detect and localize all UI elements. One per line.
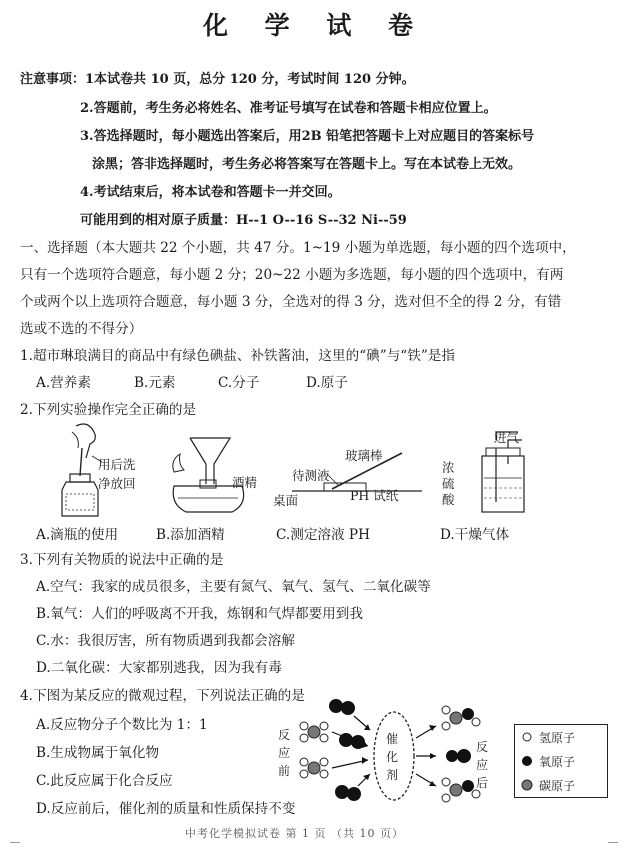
fig-c-liquid-label: 待测液 [292, 468, 330, 483]
legend-icons [521, 731, 533, 795]
q1-option-a: A.营养素 [36, 375, 91, 391]
section-intro-4: 选或不选的不得分） [20, 321, 143, 337]
q4-option-a: A.反应物分子个数比为 1：1 [36, 717, 208, 733]
corner-mark-right [608, 842, 618, 843]
fig-d-gas-label: 进气 [494, 430, 520, 445]
legend-carbon: 碳原子 [539, 779, 576, 793]
after-label-3: 后 [476, 776, 489, 790]
fig-b-label: 酒精 [232, 475, 258, 490]
note-line-4: 4.考试结束后，将本试卷和答题卡一并交回。 [80, 185, 341, 200]
fig-a-label-1: 用后洗 [98, 457, 136, 472]
q2-option-c: C.测定溶液 PH [276, 527, 370, 543]
fig-c-rod-label: 玻璃棒 [345, 448, 383, 463]
page-footer: 中考化学模拟试卷 第 1 页 （共 10 页） [185, 827, 404, 840]
q2-option-d: D.干燥气体 [440, 527, 510, 543]
before-label-1: 反 [278, 728, 291, 742]
q4-option-d: D.反应前后，催化剂的质量和性质保持不变 [36, 801, 296, 817]
corner-mark-left [10, 842, 20, 843]
q4-option-c: C.此反应属于化合反应 [36, 773, 173, 789]
q1-option-b: B.元素 [134, 375, 176, 391]
catalyst-label-3: 剂 [386, 768, 399, 782]
fig-d-acid-3: 酸 [442, 492, 455, 507]
after-label-2: 应 [476, 758, 489, 772]
catalyst-label-2: 化 [386, 750, 399, 764]
catalyst-label-1: 催 [386, 732, 399, 746]
note-line-2: 2.答题前，考生务必将姓名、准考证号填写在试卷和答题卡相应位置上。 [80, 101, 497, 116]
section-intro-2: 只有一个选项符合题意，每小题 2 分；20~22 小题为多选题，每小题的四个选项中，有两 [20, 267, 564, 283]
note-line-3b: 涂黑；答非选择题时，考生务必将答案写在答题卡上。写在本试卷上无效。 [92, 157, 522, 172]
legend-oxygen: 氧原子 [539, 755, 576, 769]
q1-option-c: C.分子 [218, 375, 260, 391]
fig-d-acid-2: 硫 [442, 476, 455, 491]
note-line-5: 可能用到的相对原子质量：H--1 O--16 S--32 Ni--59 [80, 213, 407, 228]
atom-legend [514, 724, 608, 798]
fig-c-table-label: 桌面 [273, 493, 299, 508]
q3-stem: 3.下列有关物质的说法中正确的是 [20, 552, 224, 568]
q3-option-d: D.二氧化碳：大家都别逃我，因为我有毒 [36, 660, 282, 676]
q2-option-b: B.添加酒精 [156, 527, 225, 543]
q2-stem: 2.下列实验操作完全正确的是 [20, 402, 197, 418]
note-line-3: 3.答选择题时，每小题选出答案后，用2B 铅笔把答题卡上对应题目的答案标号 [80, 129, 535, 144]
q3-option-b: B.氧气：人们的呼吸离不开我，炼钢和气焊都要用到我 [36, 606, 363, 622]
reaction-diagram [296, 696, 506, 808]
after-label-1: 反 [476, 740, 489, 754]
page-title: 化 学 试 卷 [202, 11, 428, 40]
note-line-1: 注意事项：1本试卷共 10 页，总分 120 分，考试时间 120 分钟。 [20, 72, 415, 87]
q3-option-a: A.空气：我家的成员很多，主要有氮气、氧气、氢气、二氧化碳等 [36, 579, 431, 595]
q1-option-d: D.原子 [306, 375, 348, 391]
reactant-molecules [300, 699, 365, 801]
q4-option-b: B.生成物属于氧化物 [36, 745, 160, 761]
q3-option-c: C.水：我很厉害，所有物质遇到我都会溶解 [36, 633, 295, 649]
before-label-3: 前 [278, 764, 291, 778]
product-molecules [442, 706, 480, 802]
q4-stem: 4.下图为某反应的微观过程，下列说法正确的是 [20, 688, 305, 704]
before-label-2: 应 [278, 746, 291, 760]
fig-d-acid-1: 浓 [442, 460, 455, 475]
fig-a-label-2: 净放回 [98, 476, 136, 491]
section-intro-3: 个或两个以上选项符合题意，每小题 3 分，全选对的得 3 分，选对但不全的得 2 分，有错 [20, 294, 562, 310]
q1-stem: 1.超市琳琅满目的商品中有绿色碘盐、补铁酱油，这里的“碘”与“铁”是指 [20, 348, 455, 364]
section-intro-1: 一、选择题（本大题共 22 个小题，共 47 分。1~19 小题为单选题，每小题的四个选项中， [20, 240, 576, 256]
q2-option-a: A.滴瓶的使用 [36, 527, 119, 543]
fig-c-paper-label: PH 试纸 [350, 488, 399, 503]
legend-hydrogen: 氢原子 [539, 731, 576, 745]
